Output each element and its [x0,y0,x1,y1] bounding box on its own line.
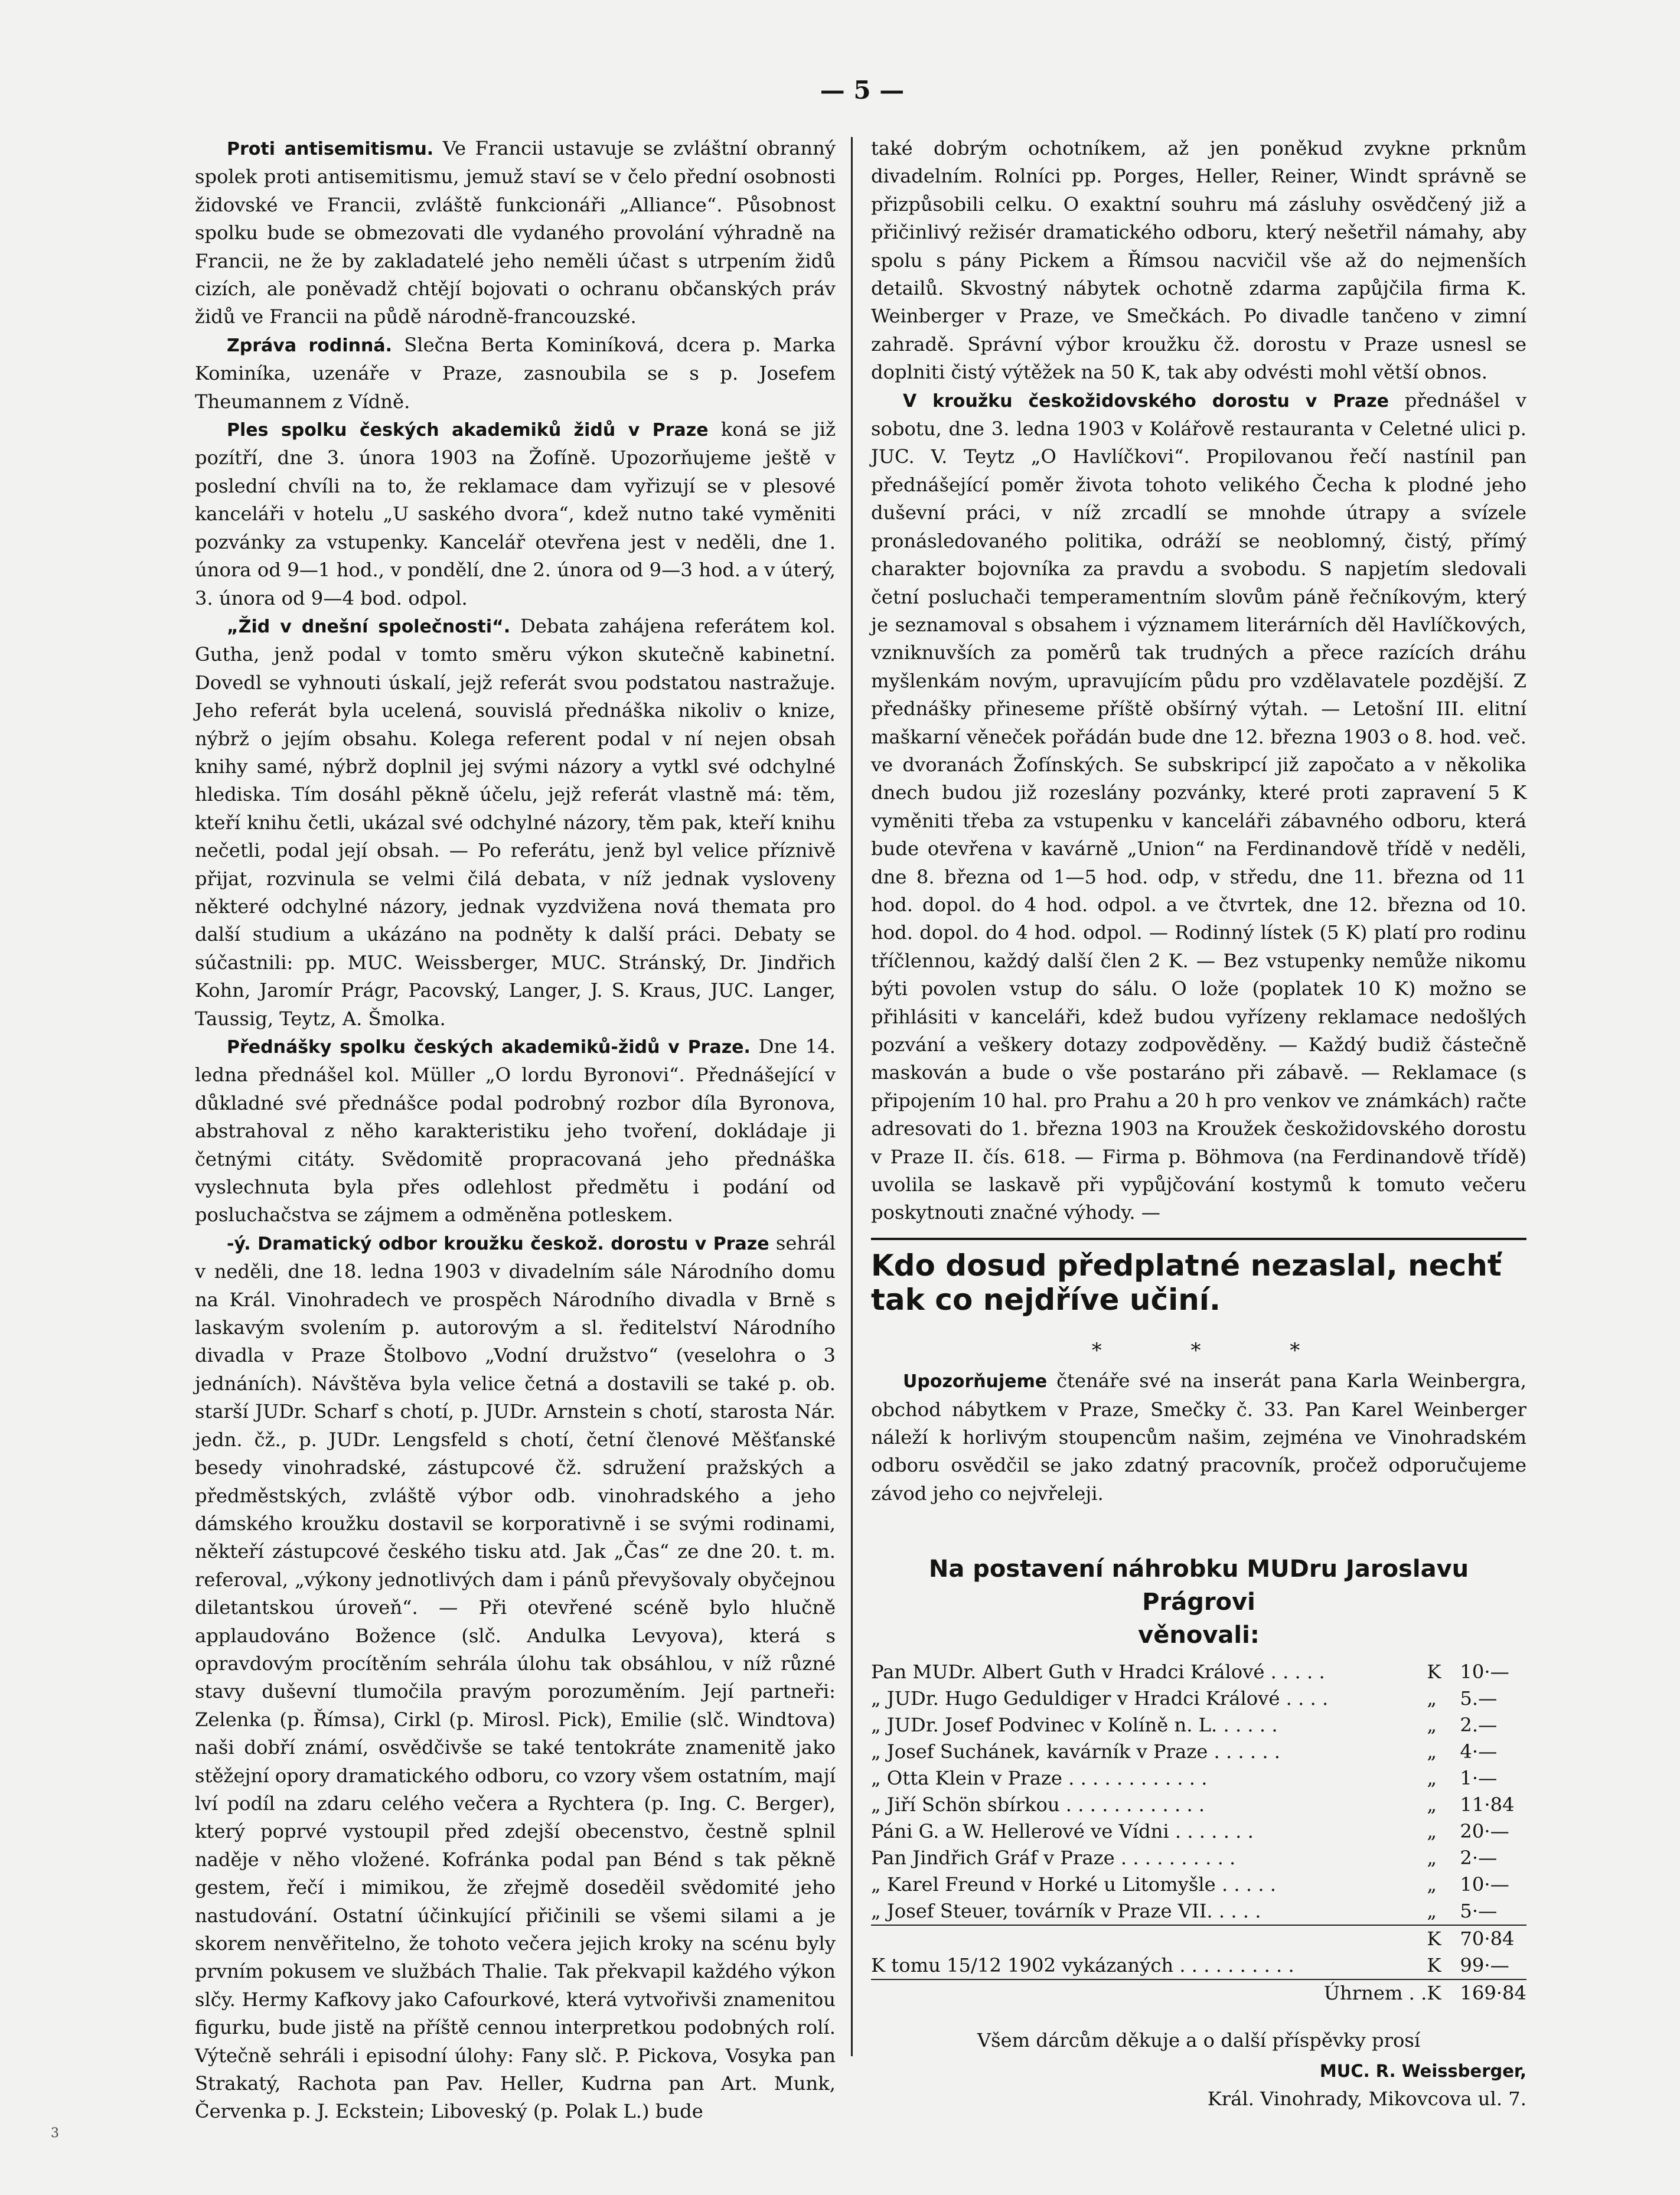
donation-row [871,1765,1526,1792]
donation-name: Úhrnem . . [871,1979,1427,2007]
donation-unit: „ [1427,1820,1437,1843]
donation-row [871,1818,1526,1845]
donation-row [871,1685,1526,1712]
donation-unit: „ [1427,1714,1437,1737]
donation-unit: K [1427,1979,1460,2007]
donation-row [871,1712,1526,1739]
donation-unit: K [1427,1925,1460,1952]
page-number: — 5 — [820,76,905,105]
donation-row [871,1739,1526,1765]
donations-carried-row [871,1952,1526,1979]
donation-amount: 99·— [1460,1954,1509,1977]
donation-name: „ JUDr. Hugo Geduldiger v Hradci Králové . . . . [871,1687,1329,1710]
donation-amount: 1·— [1460,1767,1498,1790]
article-lead: Proti antisemitismu. [227,139,434,159]
donation-name: Páni G. a W. Hellerové ve Vídni . . . . . . . [871,1820,1254,1843]
donation-amount: 5·— [1460,1900,1498,1923]
right-column [871,135,1526,2114]
donation-name: „ Otta Klein v Praze . . . . . . . . . . . . [871,1767,1208,1790]
notice-rule [871,1238,1526,1240]
advert-text: čtenáře své na inserát pana Karla Weinbergra, obchod nábytkem v Praze, Smečky č. 33. Pan Karel Weinberger náleží k horlivým stoupencům našim, zejména ve Vinohradském odboru osvědčil se jako zdatný pracovník, pročež odporučujeme závod jeho co nejvřeleji. [871,1369,1526,1505]
donations-heading [871,1553,1526,1652]
donation-row [871,1871,1526,1898]
donation-amount: 20·— [1460,1820,1509,1843]
signer-address: Král. Vinohrady, Mikovcova ul. 7. [1207,2088,1526,2111]
donations-heading-line2: věnovali: [1138,1622,1260,1649]
advert-lead: Upozorňujeme [903,1371,1048,1392]
article-lead: V kroužku českožidovského dorostu v Praze [903,390,1389,412]
donation-amount: 2·— [1460,1847,1498,1870]
donation-name: „ Karel Freund v Horké u Litomyšle . . . . . [871,1873,1277,1896]
donations-table [871,1659,1526,2007]
article-lead: -ý. Dramatický odbor kroužku českož. dorostu v Praze [227,1233,769,1254]
article-lead: Zpráva rodinná. [227,335,393,356]
donation-unit: „ [1427,1767,1437,1790]
article-lead: „Žid v dnešní společnosti“. [227,616,511,637]
article-text: koná se již pozítří, dne 3. února 1903 na Žofíně. Upozorňujeme ještě v poslední chvíli na to, že reklamace dam vyřizují se v plesové kanceláři v hotelu „U saského dvora“, kdež nutno také vyměniti pozvánky za vstupenky. Kancelář otevřena jest v neděli, dne 1. února od 9—1 hod., v pondělí, dne 2. února od 9—3 hod. a v úterý, 3. února od 9—4 bod. odpol. [195,418,836,609]
signer-name: MUC. R. Weissberger, [1319,2060,1526,2081]
article-ball [195,416,836,612]
article-drama-continued [871,135,1526,387]
article-text: Dne 14. ledna přednášel kol. Müller „O lordu Byronovi“. Přednášející v důkladné své přednášce podal podrobný rozbor díla Byronova, abstrahoval z něho karakteristiku jeho tvoření, dokládaje ji četnými citáty. Svědomitě propracovaná jeho přednáška vyslechnuta byla přes odlehlost předmětu i podání od posluchačstva se zájmem a odměněna potleskem. [195,1035,836,1227]
donation-name: Pan MUDr. Albert Guth v Hradci Králové . . . . . [871,1661,1325,1684]
article-drama [195,1229,836,2126]
article-text: sehrál v neděli, dne 18. ledna 1903 v divadelním sále Národního domu na Král. Vinohradech ve prospěch Národního divadla v Brně s laskavým svolením p. autorovým a sl. ředitelství Národního divadla v Praze Štolbovo „Vodní družstvo“ (veselohra o 3 jednáních). Návštěva byla velice četná a dostavili se také p. ob. starší JUDr. Scharf s chotí, p. JUDr. Arnstein s chotí, starosta Nár. jedn. čž., p. JUDr. Lengsfeld s chotí, četní členové Měšťanské besedy vinohradské, zástupcové čž. sdružení pražských a předměstských, zvláště výbor odb. vinohradského a jeho dámského kroužku dostavil se korporativně i se svými rodinami, někteří zástupcové českého tisku atd. Jak „Čas“ ze dne 20. t. m. referoval, „výkony jednotlivých dam i pánů převyšovaly obyčejnou diletantskou úroveň“. — Při otevřené scéně bylo hlučně applaudováno Božence (slč. Andulka Levyova), která s opravdovým procítěním sehrála úlohu tak obsáhlou, v níž různé stavy duševní tlumočila pravým porozuměním. Její partneři: Zelenka (p. Římsa), Cirkl (p. Mirosl. Pick), Emilie (slč. Windtova) naši dobří známí, osvědčivše se také tentokráte znamenitě jako stěžejní opory dramatického odboru, co vzory všem ostatním, mají lví podíl na zdaru celého večera a Rychtera (p. Ing. C. Berger), který poprvé vystoupil před zdejší obecenstvo, čestně splnil naděje v něho vložené. Kofránka podal pan Bénd s tak pěkně gestem, řečí i mimikou, že zřejmě doseděil svědomité jeho nastudování. Ostatní účinkující přičinili se všemi silami a je skorem nenvěřitelno, že tohoto večera jejich kroky na scénu byly prvním pokusem ve službách Thalie. Tak překvapil každého výkon slčy. Hermy Kafkovy jako Cafourkové, která vytvořivši znamenitou figurku, bude jistě na příště cennou interpretkou podobných rolí. Výtečně sehráli i episodní úlohy: Fany slč. P. Pickova, Vosyka pan Strakatý, Rachota pan Pav. Heller, Kudrna pan Art. Munk, Červenka p. J. Eckstein; Liboveský (p. Polak L.) bude [195,1231,836,2123]
article-family-news [195,331,836,416]
donation-amount: 2.— [1460,1714,1498,1737]
donation-row [871,1898,1526,1925]
column-divider [851,137,853,2056]
donation-row [871,1845,1526,1871]
donations-subtotal-row [871,1925,1526,1952]
donations-heading-line1: Na postavení náhrobku MUDru Jaroslavu Prágrovi [928,1555,1469,1616]
donations-rows [871,1659,1526,1925]
separator-stars: * * * [1091,1338,1342,1362]
donations-total-row [871,1979,1526,2007]
donation-unit: K [1427,1954,1441,1977]
article-lectures [195,1033,836,1229]
article-havlicek-lecture [871,387,1526,1227]
advert-weinberger [871,1367,1526,1508]
donation-amount: 11·84 [1460,1793,1515,1816]
article-lead: Přednášky spolku českých akademiků-židů v Praze. [227,1037,751,1058]
donation-name: „ Jiří Schön sbírkou . . . . . . . . . . . . [871,1793,1205,1816]
donation-row [871,1659,1526,1685]
article-debate [195,612,836,1033]
donation-unit: „ [1427,1847,1437,1870]
donation-name: „ Josef Suchánek, kavárník v Praze . . . . . . [871,1740,1281,1763]
donation-unit: „ [1427,1687,1437,1710]
article-lead: Ples spolku českých akademiků židů v Praze [227,420,709,441]
donation-unit: „ [1427,1900,1437,1923]
donation-name: K tomu 15/12 1902 vykázaných . . . . . . . . . . [871,1954,1294,1977]
donation-amount: 5.— [1460,1687,1498,1710]
donation-amount: 10·— [1460,1661,1509,1684]
article-text: Ve Francii ustavuje se zvláštní obranný spolek proti antisemitismu, jemuž staví se v čelo přední osobnosti židovské ve Francii, zvláště funkcionáři „Alliance“. Působnost spolku bude se obmezovati dle vydaného provolání výhradně na Francii, ne že by zakladatelé jeho neměli účast s utrpením židů cizích, ale poněvadž chtějí bojovati o ochranu občanských práv židů ve Francii na půdě národně-francouzské. [195,137,836,328]
article-text: také dobrým ochotníkem, až jen poněkud zvykne prknům divadelním. Rolníci pp. Porges, Heller, Reiner, Windt správně se přizpůsobili celku. O exaktní souhru má zásluhy osvědčený již a přičinlivý režisér dramatického odboru, který nešetřil námahy, aby spolu s pány Pickem a Římsou nacvičil vše až do nejmenších detailů. Skvostný nábytek ochotně zdarma zapůjčila firma K. Weinberger v Praze, ve Smečkách. Po divadle tančeno v zimní zahradě. Správní výbor kroužku čž. dorostu v Praze usnesl se doplniti čistý výtěžek na 50 K, tak aby odvésti mohl větší obnos. [871,137,1526,384]
donation-unit: „ [1427,1740,1437,1763]
donation-amount: 70·84 [1460,1925,1526,1952]
donation-row [871,1792,1526,1818]
article-text: Debata zahájena referátem kol. Gutha, jenž podal v tomto směru výkon skutečně kabinetní. Dovedl se vyhnouti úskalí, jejž referát svou podstatou nastražuje. Jeho referát byla ucelená, souvislá přednáška nikoliv o knize, nýbrž o jejím obsahu. Kolega referent podal v ní nejen obsah knihy samé, nýbrž doplnil jej svými názory a vytkl své odchylné hlediska. Tím dosáhl pěkně účelu, jejž referát vlastně má: těm, kteří knihu četli, ukázal své odchylné názory, těm pak, kteří knihu nečetli, podal její obsah. — Po referátu, jenž byl velice příznivě přijat, rozvinula se velmi čilá debata, v níž jednak vysloveny některé odchylné názory, jednak vyzdvižena nová themata pro další studium a ukázáno na podněty k další práci. Debaty se súčastnili: pp. MUC. Weissberger, MUC. Stránský, Dr. Jindřich Kohn, Jaromír Prágr, Pacovský, Langer, J. S. Kraus, JUC. Langer, Taussig, Teytz, A. Šmolka. [195,614,836,1030]
subscription-notice: Kdo dosud předplatné nezaslal, nechť tak co nejdříve učiní. [871,1248,1502,1317]
donation-name: Pan Jindřich Gráf v Praze . . . . . . . . . . [871,1847,1236,1870]
donation-name: „ Josef Steuer, továrník v Praze VII. . . . . [871,1900,1261,1923]
donation-name: „ JUDr. Josef Podvinec v Kolíně n. L. . . . . . [871,1714,1278,1737]
donation-amount: 10·— [1460,1873,1509,1896]
left-column [195,135,836,2126]
article-antisemitism [195,135,836,331]
donation-unit: K [1427,1661,1441,1684]
corner-mark: 3 [51,2126,59,2141]
donation-unit: „ [1427,1873,1437,1896]
article-text: přednášel v sobotu, dne 3. ledna 1903 v Kolářově restauranta v Celetné ulici p. JUC. V. Teytz „O Havlíčkovi“. Propilovanou řečí nastínil pan přednášející poměr života tohoto velikého Čecha k plodné jeho duševní práci, v níž zrcadlí se mnohde útrapy a svízele pronásledovaného politika, odráží se neoblomný, čistý, přímý charakter bojovníka za pravdu a svobodu. S napjetím sledovali četní posluchači temperamentním slovům páně řečníkovým, který je seznamoval s obsahem i významem literárních děl Havlíčkových, vzniknuvších za poměrů tak trudných a přece razících dráhu myšlenkám novým, upravujícím půdu pro vzdělavatele pozdější. Z přednášky přineseme příště obšírný výtah. — Letošní III. elitní maškarní věneček pořádán bude dne 12. března 1903 o 8. hod. več. ve dvoranách Žofínských. Se subskripcí již započato a v několika dnech budou již rozeslány pozvánky, které proti zapravení 5 K vyměniti třeba za vstupenku v kanceláři zábavného odboru, která bude otevřena v kavárně „Union“ na Ferdinandově třídě v neděli, dne 8. března od 1—5 hod. odp, v středu, dne 11. března od 11 hod. dopol. do 4 hod. odpol. a ve čtvrtek, dne 12. března od 10. hod. dopol. do 4 hod. odpol. — Rodinný lístek (5 K) platí pro rodinu tříčlennou, každý další člen 2 K. — Bez vstupenky nemůže nikomu býti povolen vstup do sálu. O lože (poplatek 10 K) možno se přihlásiti v kanceláři, kdež budou vyřízeny reklamace nedošlých pozvání a veškery dotazy zodpověděny. — Každý budiž částečně maskován a bude o vše postaráno při zábavě. — Reklamace (s připojením 10 hal. pro Prahu a 20 h pro venkov ve známkách) račte adresovati do 1. března 1903 na Kroužek českožidovského dorostu v Praze II. čís. 618. — Firma p. Böhmova (na Ferdinandově třídě) uvolila se laskavě při vypůjčování kostymů k tomuto večeru poskytnouti značné výhody. — [871,389,1526,1224]
signature-block [871,2057,1526,2114]
donation-unit: „ [1427,1793,1437,1816]
donation-amount: 4·— [1460,1740,1498,1763]
donations-thanks: Všem dárcům děkuje a o další příspěvky prosí [977,2029,1421,2052]
article-text: Slečna Berta Kominíková, dcera p. Marka Kominíka, uzenáře v Praze, zasnoubila se s p. Josefem Theumannem z Vídně. [195,333,836,413]
donation-amount: 169·84 [1460,1979,1526,2007]
